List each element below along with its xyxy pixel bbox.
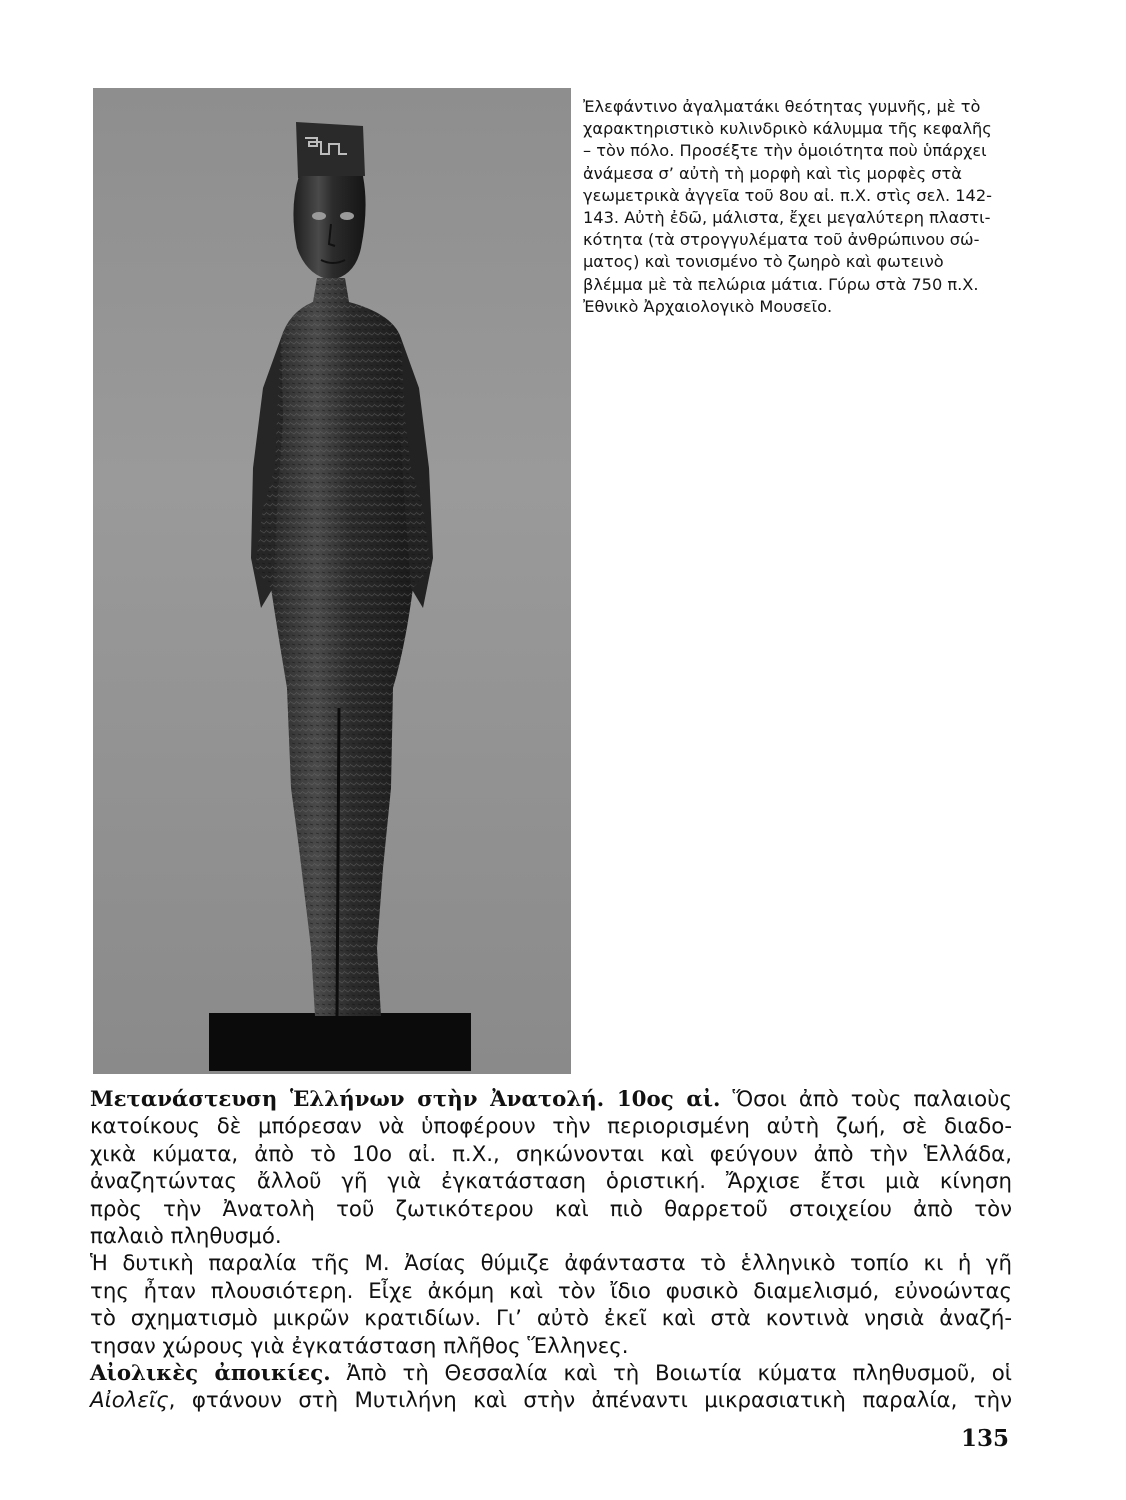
section-heading-migration: Μετανάστευση Ἑλλήνων στὴν Ἀνατολή. 10ος αἰ. <box>90 1087 721 1112</box>
ivory-statuette-photo <box>93 88 571 1074</box>
text-line: κατοίκους δὲ μπόρεσαν νὰ ὑποφέρουν τὴν περιορισμένη αὐτὴ ζωή, σὲ διαδο- <box>90 1114 1012 1140</box>
caption-line: Ἐθνικὸ Ἀρχαιολογικὸ Μουσεῖο. <box>583 296 833 316</box>
section-heading-line <box>90 1360 1012 1387</box>
text-line: της ἦταν πλουσιότερη. Εἶχε ἀκόμη καὶ τὸν ἴδιο φυσικὸ διαμελισμό, εὐνοώντας <box>90 1278 1012 1304</box>
caption-line: 143. Αὐτὴ ἐδῶ, μάλιστα, ἔχει μεγαλύτερη πλαστι- <box>583 208 991 228</box>
text-line: χικὰ κύματα, ἀπὸ τὸ 10ο αἰ. π.Χ., σηκώνονται καὶ φεύγουν ἀπὸ τὴν Ἑλλάδα, <box>90 1141 1012 1167</box>
text-line: Ἡ δυτικὴ παραλία τῆς Μ. Ἀσίας θύμιζε ἀφάνταστα τὸ ἑλληνικὸ τοπίο κι ἡ γῆ <box>90 1251 1012 1277</box>
text-fragment: , φτάνουν στὴ Μυτιλήνη καὶ στὴν ἀπέναντι μικρασιατικὴ παραλία, τὴν <box>168 1388 1012 1414</box>
text-line: Ἀπὸ τὴ Θεσσαλία καὶ τὴ Βοιωτία κύματα πληθυσμοῦ, οἱ <box>330 1361 1012 1387</box>
aeolians-term: Αἰολεῖς <box>90 1388 169 1414</box>
text-line: πρὸς τὴν Ἀνατολὴ τοῦ ζωτικότερου καὶ πιὸ θαρρετοῦ στοιχείου ἀπὸ τὸν <box>90 1196 1012 1222</box>
caption-line: χαρακτηριστικὸ κυλινδρικὸ κάλυμμα τῆς κεφαλῆς <box>583 119 992 139</box>
caption-line: ἀνάμεσα σ’ αὐτὴ τὴ μορφὴ καὶ τὶς μορφὲς στὰ <box>583 163 962 183</box>
text-line <box>90 1387 1012 1414</box>
main-text <box>90 1086 1012 1415</box>
text-line: τησαν χώρους γιὰ ἐγκατάσταση πλῆθος Ἕλληνες. <box>90 1333 629 1359</box>
page-number: 135 <box>961 1425 1010 1452</box>
section-heading-line <box>90 1086 1012 1113</box>
polos-headdress <box>296 122 365 178</box>
photo-caption <box>583 96 1011 318</box>
caption-line: γεωμετρικὰ ἀγγεῖα τοῦ 8ου αἰ. π.Χ. στὶς σελ. 142- <box>583 185 992 205</box>
section-heading-aeolian: Αἰολικὲς ἀποικίες. <box>90 1361 331 1387</box>
text-line: τὸ σχηματισμὸ μικρῶν κρατιδίων. Γι’ αὐτὸ ἐκεῖ καὶ στὰ κοντινὰ νησιὰ ἀναζή- <box>90 1306 1012 1332</box>
caption-line: βλέμμα μὲ τὰ πελώρια μάτια. Γύρω στὰ 750 π.Χ. <box>583 274 979 294</box>
caption-line: – τὸν πόλο. Προσέξτε τὴν ὁμοιότητα ποὺ ὑπάρχει <box>583 141 987 161</box>
caption-line: κότητα (τὰ στρογγυλέματα τοῦ ἀνθρώπινου σώ- <box>583 230 980 250</box>
caption-line: ματος) καὶ τονισμένο τὸ ζωηρὸ καὶ φωτεινὸ <box>583 252 944 272</box>
statuette-base <box>209 1013 471 1071</box>
text-line: Ὅσοι ἀπὸ τοὺς παλαιοὺς <box>720 1087 1013 1112</box>
text-line: ἀναζητώντας ἄλλοῦ γῆ γιὰ ἐγκατάσταση ὁριστική. Ἄρχισε ἔτσι μιὰ κίνηση <box>90 1169 1012 1195</box>
caption-line: Ἐλεφάντινο ἀγαλματάκι θεότητας γυμνῆς, μὲ τὸ <box>583 97 981 116</box>
text-line: παλαιὸ πληθυσμό. <box>90 1224 282 1250</box>
